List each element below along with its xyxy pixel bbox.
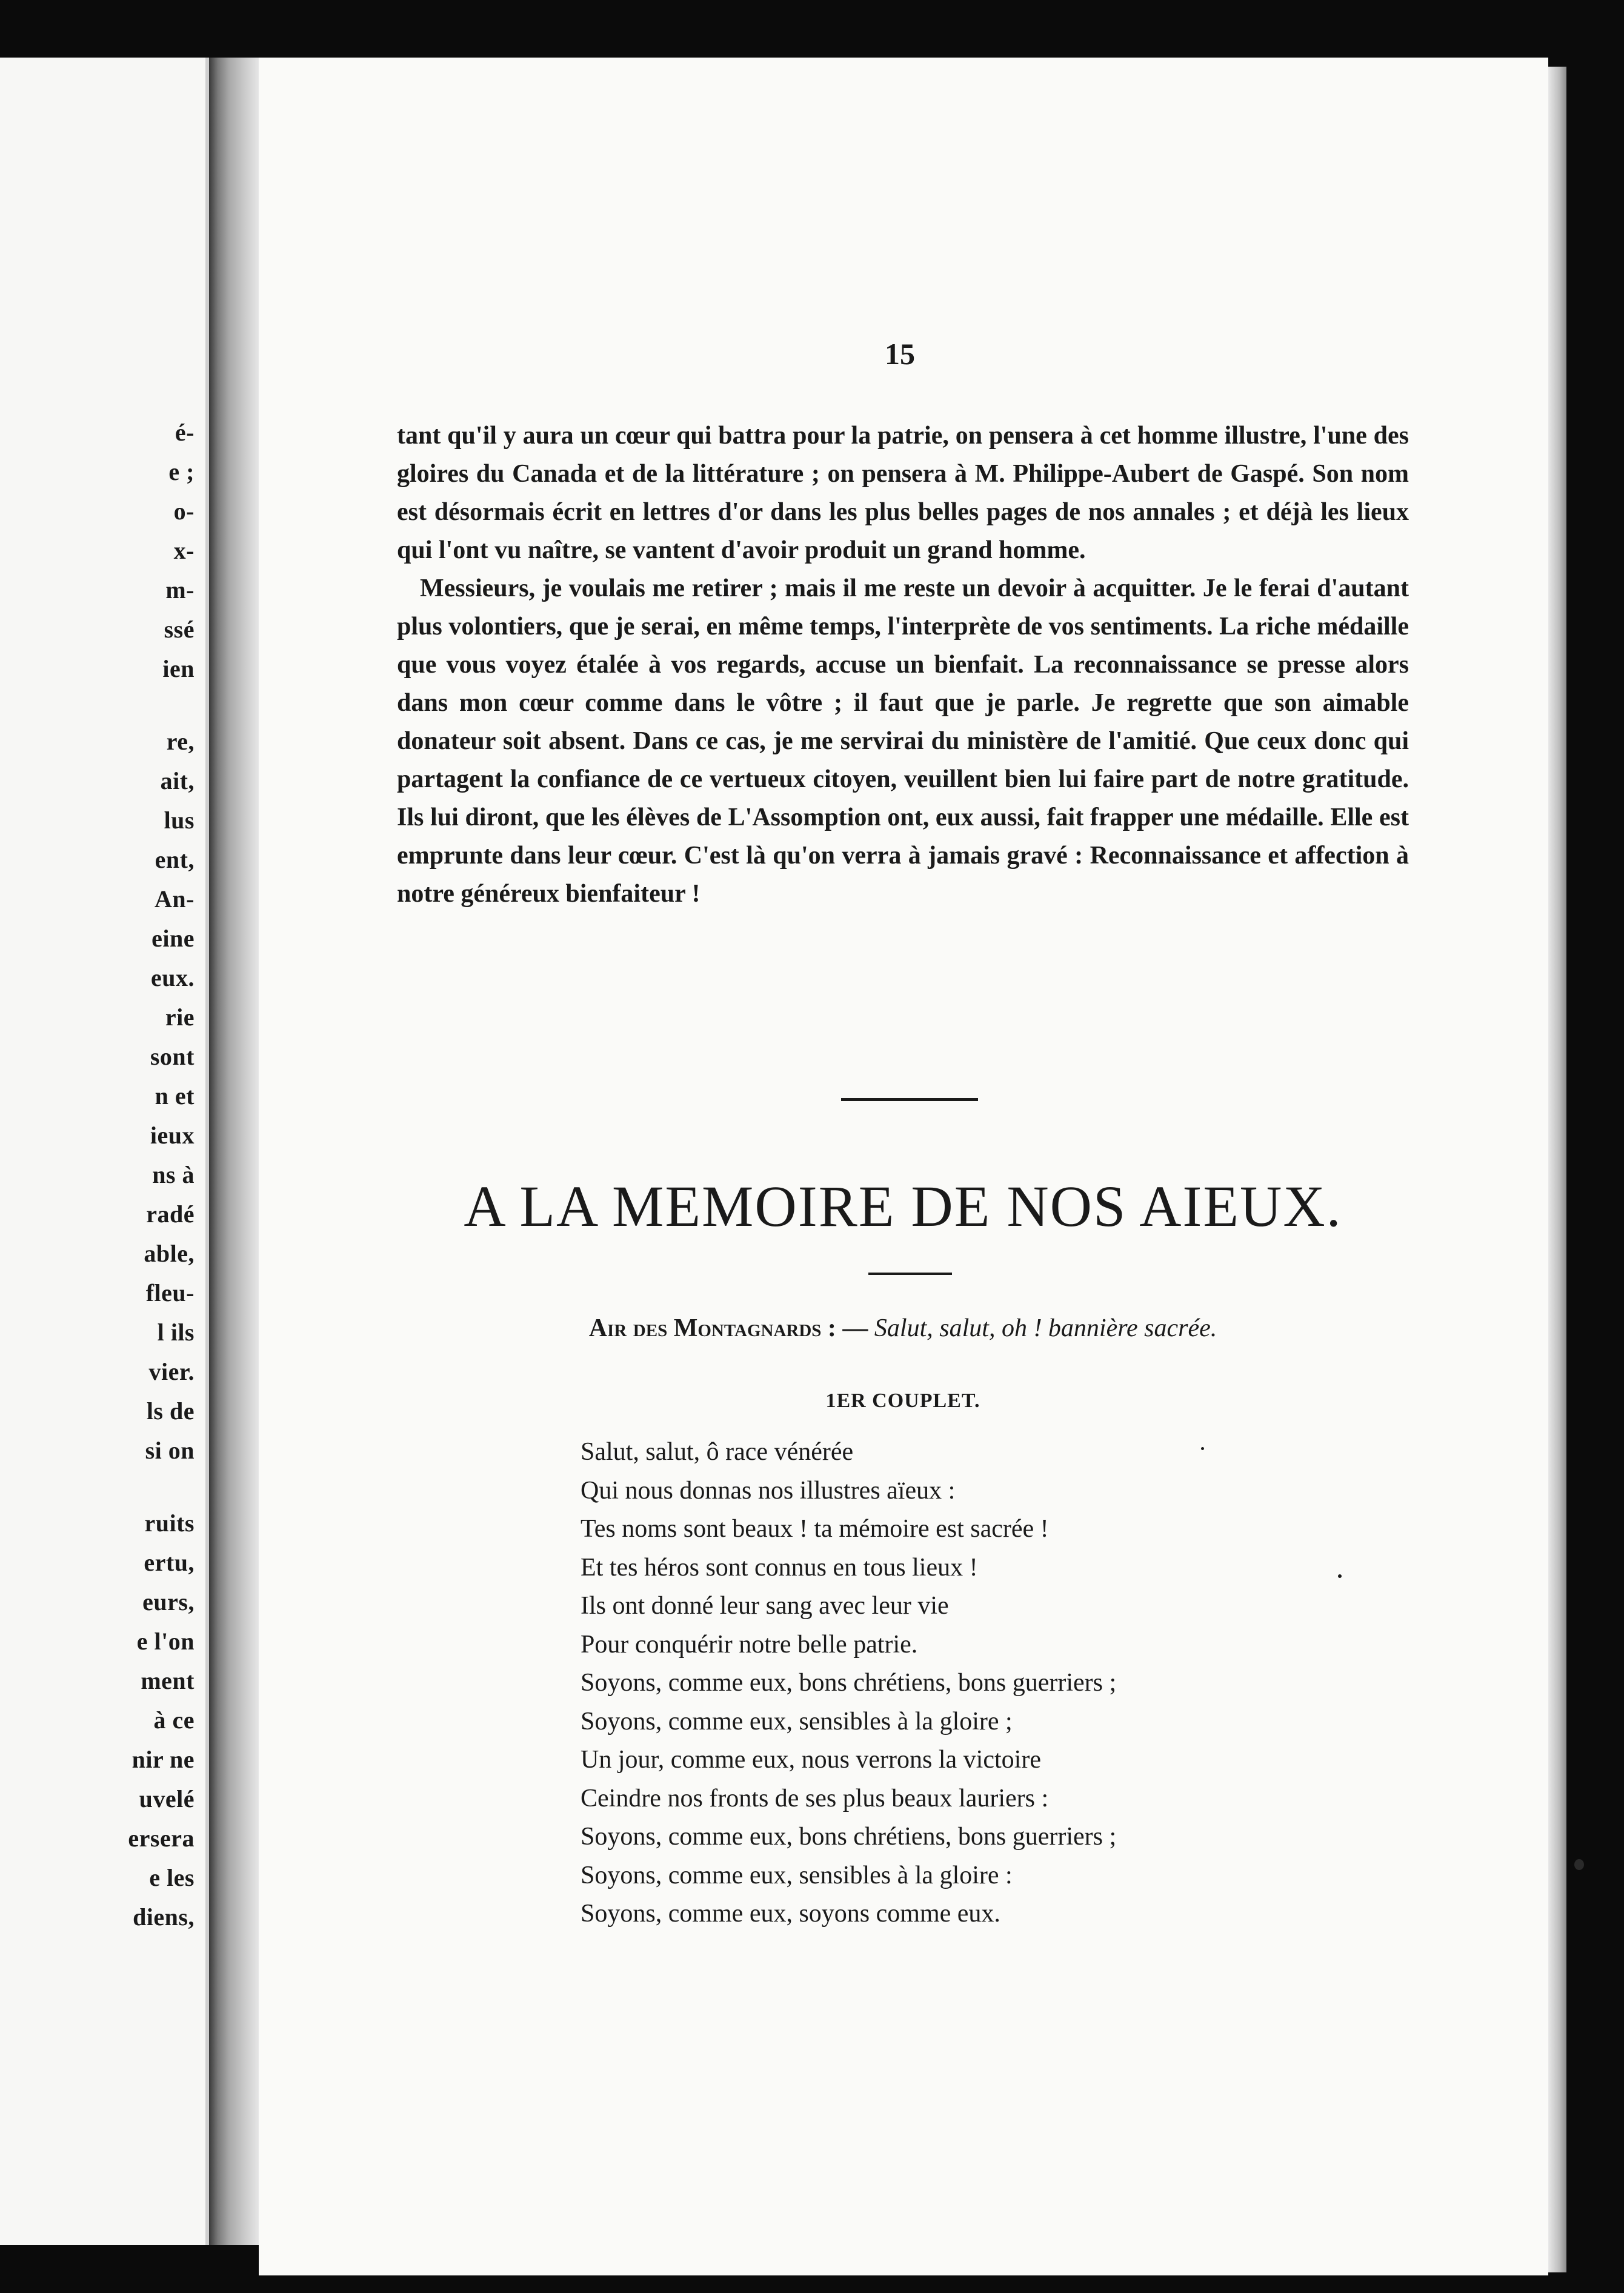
previous-page-fragment: lus xyxy=(164,807,195,834)
previous-page-fragment: n et xyxy=(155,1082,195,1110)
previous-page-fragment: eine xyxy=(151,925,195,952)
previous-page-fragment: radé xyxy=(146,1200,195,1228)
previous-page xyxy=(0,58,209,2245)
paragraph: tant qu'il y aura un cœur qui battra pour la patrie, on pensera à cet homme illustre, l'une des gloires du Canada et de la littérature ; on pensera à M. Philippe-Aubert de Gaspé. Son nom est désormais écrit en lettres d'or dans les plus belles pages de nos annales ; et déjà les lieux qui l'ont vu naître, se vantent d'avoir produit un grand homme. xyxy=(397,422,1409,564)
verse-line: Qui nous donnas nos illustres aïeux : xyxy=(581,1476,956,1505)
previous-page-fragment: ment xyxy=(141,1667,195,1694)
previous-page-fragment: ls de xyxy=(146,1397,195,1425)
previous-page-fragment: fleu- xyxy=(145,1279,195,1306)
scan-speck xyxy=(1574,1859,1584,1870)
previous-page-fragment: An- xyxy=(155,885,195,913)
previous-page-fragment: ent, xyxy=(155,846,195,873)
verse-line: Soyons, comme eux, sensibles à la gloire : xyxy=(581,1861,1013,1889)
page-number: 15 xyxy=(885,337,915,371)
verse-line: Tes noms sont beaux ! ta mémoire est sacrée ! xyxy=(581,1515,1049,1543)
verse-line: Ils ont donné leur sang avec leur vie xyxy=(581,1592,949,1620)
body-text xyxy=(397,417,1409,913)
previous-page-fragment: eux. xyxy=(151,964,195,991)
section-heading: A LA MEMOIRE DE NOS AIEUX. xyxy=(464,1174,1342,1239)
previous-page-fragment: nir ne xyxy=(131,1746,195,1773)
page-stack-edge xyxy=(1548,67,1566,2272)
previous-page-fragment: ersera xyxy=(128,1825,195,1852)
previous-page-fragment: ait, xyxy=(160,767,195,794)
previous-page-fragment: vier. xyxy=(148,1358,195,1385)
verse-line: Soyons, comme eux, bons chrétiens, bons guerriers ; xyxy=(581,1823,1117,1851)
previous-page-fragment: rie xyxy=(165,1003,195,1031)
verse-block xyxy=(581,1433,1116,1934)
previous-page-fragment: able, xyxy=(144,1240,195,1267)
previous-page-fragment: eurs, xyxy=(142,1588,195,1616)
paragraph: Messieurs, je voulais me retirer ; mais il me reste un devoir à acquitter. Je le ferai d'autant plus volontiers, que je serai, en même temps, l'interprète de vos sentiments. La riche médaille que vous voyez étalée à vos regards, accuse un bienfait. La reconnaissance se presse alors dans mon cœur comme dans le vôtre ; il faut que je parle. Je regrette que son aimable donateur soit absent. Dans ce cas, je me servirai du ministère de l'amitié. Que ceux donc qui partagent la confiance de ce vertueux citoyen, veuillent bien lui faire part de notre gratitude. Ils lui diront, que les élèves de L'Assomption ont, eux aussi, fait frapper une médaille. Elle est emprunte dans leur cœur. C'est là qu'on verra à jamais gravé : Reconnaissance et affection à notre généreux bienfaiteur ! xyxy=(397,574,1409,908)
previous-page-fragment: à ce xyxy=(153,1706,195,1734)
verse-line: Soyons, comme eux, bons chrétiens, bons guerriers ; xyxy=(581,1669,1117,1697)
previous-page-fragment: ssé xyxy=(164,616,195,643)
tune-title: Salut, salut, oh ! bannière sacrée. xyxy=(874,1314,1217,1342)
previous-page-fragment: uvelé xyxy=(139,1785,195,1812)
section-divider-bottom xyxy=(868,1273,952,1275)
verse-line: Un jour, comme eux, nous verrons la victoire xyxy=(581,1746,1041,1774)
current-page xyxy=(259,58,1548,2275)
verse-line: Soyons, comme eux, sensibles à la gloire ; xyxy=(581,1707,1013,1736)
tune-line xyxy=(397,1314,1409,1343)
previous-page-fragment: diens, xyxy=(133,1903,195,1931)
book-gutter xyxy=(209,58,259,2245)
tune-label: Air des Montagnards : — xyxy=(588,1314,868,1342)
previous-page-fragment: é- xyxy=(175,419,195,446)
previous-page-fragment: x- xyxy=(173,537,195,564)
previous-page-fragment: o- xyxy=(173,498,195,525)
previous-page-fragment: ieux xyxy=(150,1122,195,1149)
verse-line: Et tes héros sont connus en tous lieux ! xyxy=(581,1553,978,1582)
verse-line: Soyons, comme eux, soyons comme eux. xyxy=(581,1900,1000,1928)
scan-speck xyxy=(1201,1447,1204,1450)
verse-line: Ceindre nos fronts de ses plus beaux lauriers : xyxy=(581,1784,1049,1812)
previous-page-fragment: si on xyxy=(145,1437,195,1464)
verse-line: Salut, salut, ô race vénérée xyxy=(581,1438,854,1466)
previous-page-fragment: sont xyxy=(150,1043,195,1070)
previous-page-fragment: re, xyxy=(166,728,195,755)
previous-page-fragment: e les xyxy=(149,1864,195,1891)
previous-page-fragment: l ils xyxy=(157,1319,195,1346)
section-divider-top xyxy=(841,1098,978,1101)
previous-page-fragment: e l'on xyxy=(136,1628,195,1655)
previous-page-fragment: ertu, xyxy=(144,1549,195,1576)
couplet-label: 1ER COUPLET. xyxy=(825,1389,980,1412)
previous-page-fragment: e ; xyxy=(168,458,195,485)
previous-page-fragment: ns à xyxy=(152,1161,195,1188)
verse-line: Pour conquérir notre belle patrie. xyxy=(581,1630,918,1659)
scan-speck xyxy=(1338,1574,1342,1578)
previous-page-fragment: ruits xyxy=(144,1509,195,1537)
previous-page-fragment: m- xyxy=(165,576,195,604)
previous-page-fragment: ien xyxy=(162,655,195,682)
